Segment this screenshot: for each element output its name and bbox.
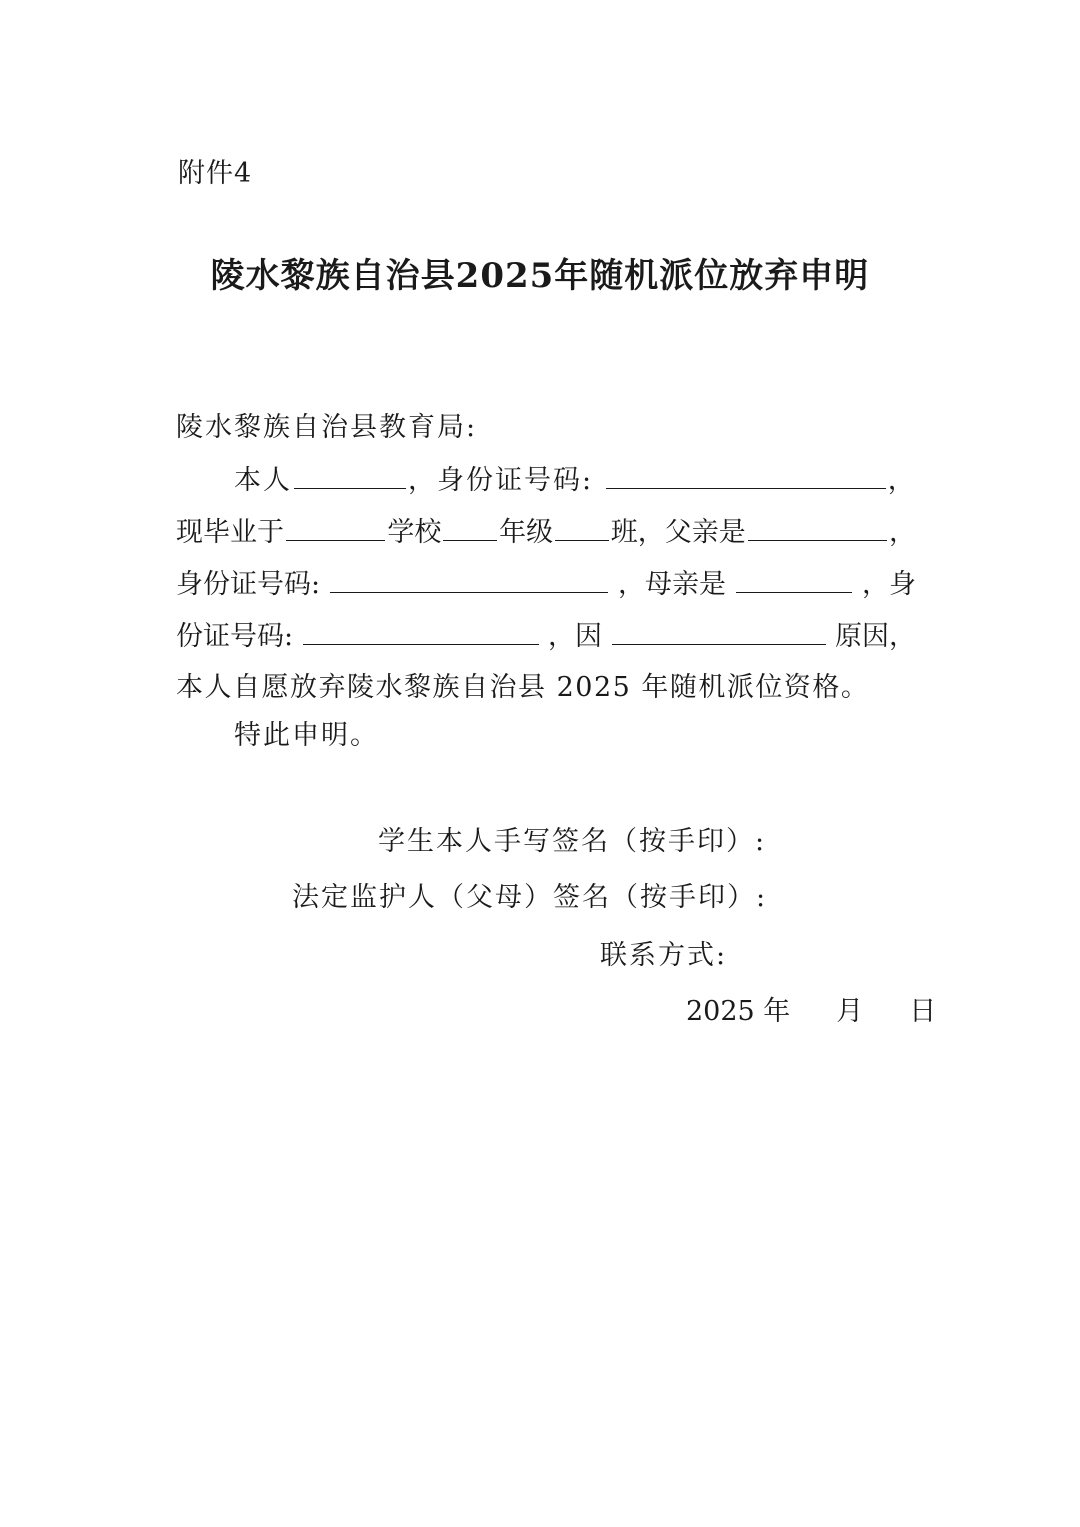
- body-line-1: [234, 462, 917, 499]
- line-end-comma: ，: [887, 465, 917, 496]
- school-blank[interactable]: [286, 514, 385, 541]
- id-number-blank[interactable]: [606, 462, 886, 489]
- line-end-comma: ，: [889, 517, 916, 548]
- body-line-3: [176, 566, 916, 603]
- self-label: 本人: [234, 465, 292, 496]
- date-year: 2025 年: [686, 996, 791, 1027]
- body-line-5: 本人自愿放弃陵水黎族自治县 2025 年随机派位资格。: [176, 672, 870, 703]
- because-label: ，因: [548, 621, 603, 652]
- name-blank[interactable]: [294, 462, 406, 489]
- document-title: 陵水黎族自治县2025年随机派位放弃申明: [210, 256, 870, 296]
- contact-label: 联系方式:: [600, 940, 728, 971]
- school-label: 学校: [387, 517, 442, 548]
- line-end: ，身: [861, 569, 916, 600]
- class-blank[interactable]: [555, 514, 609, 541]
- salutation: 陵水黎族自治县教育局:: [176, 412, 478, 443]
- class-father-label: 班，父亲是: [610, 517, 746, 548]
- mother-id-blank[interactable]: [303, 618, 539, 645]
- closing-statement: 特此申明。: [234, 720, 379, 751]
- father-id-label: 身份证号码:: [176, 569, 321, 600]
- id-label: ，身份证号码:: [408, 465, 594, 496]
- father-name-blank[interactable]: [748, 514, 887, 541]
- father-id-blank[interactable]: [330, 566, 608, 593]
- body-line-4: [176, 618, 916, 655]
- grade-label: 年级: [499, 517, 554, 548]
- mother-label: ，母亲是: [618, 569, 727, 600]
- body-line-2: [176, 514, 916, 551]
- guardian-signature-label: 法定监护人（父母）签名（按手印）:: [292, 882, 768, 913]
- reason-blank[interactable]: [612, 618, 826, 645]
- attachment-label: 附件4: [178, 158, 253, 189]
- mother-name-blank[interactable]: [736, 566, 852, 593]
- mother-id-label: 份证号码:: [176, 621, 294, 652]
- date-line: [686, 994, 936, 1030]
- grade-blank[interactable]: [443, 514, 497, 541]
- graduated-label: 现毕业于: [176, 517, 284, 548]
- date-month: 月: [836, 996, 864, 1027]
- date-day: 日: [909, 996, 937, 1027]
- reason-label: 原因，: [834, 621, 916, 652]
- student-signature-label: 学生本人手写签名（按手印）:: [378, 826, 767, 857]
